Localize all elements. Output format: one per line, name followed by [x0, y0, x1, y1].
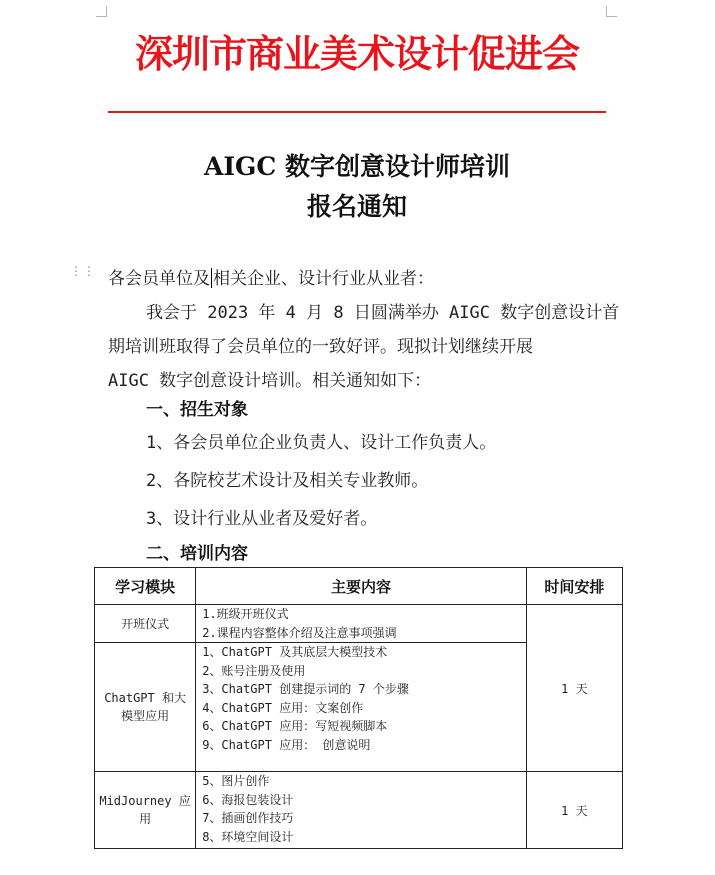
greeting-paragraph[interactable]: [108, 268, 434, 290]
drag-handle-icon[interactable]: ⋮⋮: [70, 264, 96, 278]
training-schedule-table: [94, 567, 623, 849]
table-row: [95, 772, 623, 849]
content-cell[interactable]: [196, 772, 527, 849]
content-line: 9、ChatGPT 应用： 创意说明: [202, 737, 371, 752]
document-title-line2: 报名通知: [306, 192, 407, 221]
module-line: 用: [139, 812, 152, 826]
table-row: [95, 605, 623, 643]
module-cell[interactable]: 开班仪式: [95, 605, 196, 643]
body-paragraph-line3[interactable]: AIGC 数字创意设计培训。相关通知如下：: [108, 371, 432, 391]
content-line: 7、插画创作技巧: [202, 811, 294, 825]
text-cursor: [211, 268, 212, 288]
header-time: 时间安排: [526, 568, 622, 605]
body-paragraph-line2[interactable]: 期培训班取得了会员单位的一致好评。现拟计划继续开展: [108, 337, 533, 357]
content-line: 6、ChatGPT 应用：写短视频脚本: [202, 719, 388, 733]
module-line: 模型应用: [121, 709, 170, 723]
module-cell[interactable]: [95, 772, 196, 849]
content-line: 8、环境空间设计: [202, 829, 294, 844]
greeting-text-before: 各会员单位及: [108, 269, 210, 289]
time-cell[interactable]: 1 天: [526, 605, 622, 772]
content-line: 3、ChatGPT 创建提示词的 7 个步骤: [202, 682, 409, 696]
page-corner-mark-left: [96, 6, 107, 17]
body-paragraph-line1[interactable]: 我会于 2023 年 4 月 8 日圆满举办 AIGC 数字创意设计首: [146, 303, 620, 323]
enrollment-item[interactable]: 1、各会员单位企业负责人、设计工作负责人。: [146, 433, 497, 453]
document-title-line1: AIGC 数字创意设计师培训: [203, 152, 511, 181]
content-line: 4、ChatGPT 应用：文案创作: [202, 700, 364, 715]
time-cell[interactable]: 1 天: [526, 772, 622, 849]
header-rule: [108, 111, 606, 113]
page-corner-mark-right: [606, 6, 617, 17]
table-header-row: [95, 568, 623, 605]
content-cell[interactable]: [196, 643, 527, 772]
module-cell[interactable]: [95, 643, 196, 772]
content-line: 2.课程内容整体介绍及注意事项强调: [202, 625, 397, 640]
module-line: MidJourney 应: [99, 794, 191, 808]
section-heading-training-content: 二、培训内容: [146, 544, 248, 564]
greeting-text-after: 相关企业、设计行业从业者：: [213, 269, 434, 289]
content-line: 2、账号注册及使用: [202, 663, 306, 678]
header-module: 学习模块: [95, 568, 196, 605]
enrollment-item[interactable]: 3、设计行业从业者及爱好者。: [146, 509, 378, 529]
module-line: ChatGPT 和大: [104, 691, 186, 705]
organization-header: 深圳市商业美术设计促进会: [134, 32, 579, 76]
content-line: 1.班级开班仪式: [202, 607, 289, 621]
content-line: 5、图片创作: [202, 774, 270, 788]
header-content: 主要内容: [196, 568, 527, 605]
content-cell[interactable]: [196, 605, 527, 643]
section-heading-enrollment: 一、招生对象: [146, 400, 248, 420]
enrollment-item[interactable]: 2、各院校艺术设计及相关专业教师。: [146, 471, 429, 491]
content-line: 6、海报包装设计: [202, 792, 294, 807]
content-line: 1、ChatGPT 及其底层大模型技术: [202, 645, 388, 659]
